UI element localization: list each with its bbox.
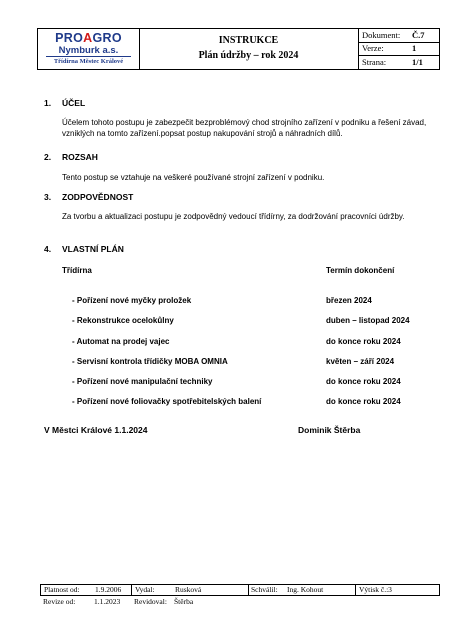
meta-version: Verze: 1 bbox=[358, 42, 439, 56]
revised-by-label: Revidoval: bbox=[134, 597, 167, 606]
approved-by-name: Ing. Kohout bbox=[287, 585, 324, 594]
plan-task: - Pořízení nové manipulační techniky bbox=[72, 377, 213, 386]
plan-deadline: květen – září 2024 bbox=[326, 357, 395, 366]
logo bbox=[38, 29, 140, 69]
plan-task: - Pořízení nové foliovačky spotřebitelských balení bbox=[72, 397, 262, 406]
document-footer bbox=[40, 584, 440, 608]
logo-location: Třídírna Městec Králové bbox=[53, 58, 124, 65]
plan-task: - Servisní kontrola třídičky MOBA OMNIA bbox=[72, 357, 228, 366]
approved-by-label: Schválil: bbox=[251, 585, 278, 594]
section-body-2: Tento postup se vztahuje na veškeré používané strojní zařízení v podniku. bbox=[62, 173, 325, 182]
logo-brand: PROAGRO bbox=[55, 31, 122, 45]
meta-document: Dokument: Č.7 bbox=[358, 29, 439, 43]
section-body-3: Za tvorbu a aktualizaci postupu je zodpovědný vedoucí třídírny, za dodržování pracovníci údržby. bbox=[62, 212, 405, 221]
validity-label: Platnost od: bbox=[44, 585, 80, 594]
plan-column-area: Třídírna bbox=[62, 266, 92, 275]
place-and-date: V Městci Králové 1.1.2024 bbox=[44, 425, 148, 435]
section-heading-2: 2. ROZSAH bbox=[44, 152, 98, 162]
revised-by-name: Štěrba bbox=[174, 597, 194, 606]
revision-label: Revize od: bbox=[43, 597, 76, 606]
section-body-1: Účelem tohoto postupu je zabezpečit bezproblémový chod strojního zařízení v podniku a řešení závad, vzniklých na tomto zařízení.popsat postup nakupování strojů a náhradních dílů. bbox=[62, 118, 427, 138]
document-type: INSTRUKCE bbox=[218, 35, 279, 46]
section-heading-1: 1. ÚČEL bbox=[44, 98, 86, 108]
logo-divider bbox=[46, 56, 131, 57]
logo-subtitle: Nymburk a.s. bbox=[58, 45, 119, 56]
copy-number: Výtisk č.:3 bbox=[359, 585, 392, 594]
revision-date: 1.1.2023 bbox=[94, 597, 121, 606]
meta-page: Strana: 1/1 bbox=[362, 57, 423, 67]
validity-date: 1.9.2006 bbox=[95, 585, 122, 594]
footer-row-revision bbox=[40, 596, 440, 608]
document-title: Plán údržby – rok 2024 bbox=[198, 50, 299, 61]
document-header bbox=[37, 28, 440, 70]
plan-deadline: do konce roku 2024 bbox=[326, 377, 401, 386]
footer-row-validity bbox=[40, 584, 440, 596]
title-cell bbox=[139, 29, 359, 69]
signatory-name: Dominik Štěrba bbox=[298, 425, 361, 435]
issued-by-label: Vydal: bbox=[135, 585, 155, 594]
plan-task: - Automat na prodej vajec bbox=[72, 337, 170, 346]
plan-deadline: březen 2024 bbox=[326, 296, 372, 305]
meta-cell bbox=[358, 29, 439, 69]
plan-column-deadline: Termín dokončení bbox=[326, 266, 395, 275]
plan-deadline: duben – listopad 2024 bbox=[326, 316, 410, 325]
plan-deadline: do konce roku 2024 bbox=[326, 337, 401, 346]
section-heading-3: 3. ZODPOVĚDNOST bbox=[44, 192, 134, 202]
plan-deadline: do konce roku 2024 bbox=[326, 397, 401, 406]
plan-task: - Rekonstrukce ocelokůlny bbox=[72, 316, 174, 325]
issued-by-name: Rusková bbox=[175, 585, 202, 594]
section-heading-4: 4. VLASTNÍ PLÁN bbox=[44, 244, 124, 254]
plan-task: - Pořízení nové myčky proložek bbox=[72, 296, 192, 305]
